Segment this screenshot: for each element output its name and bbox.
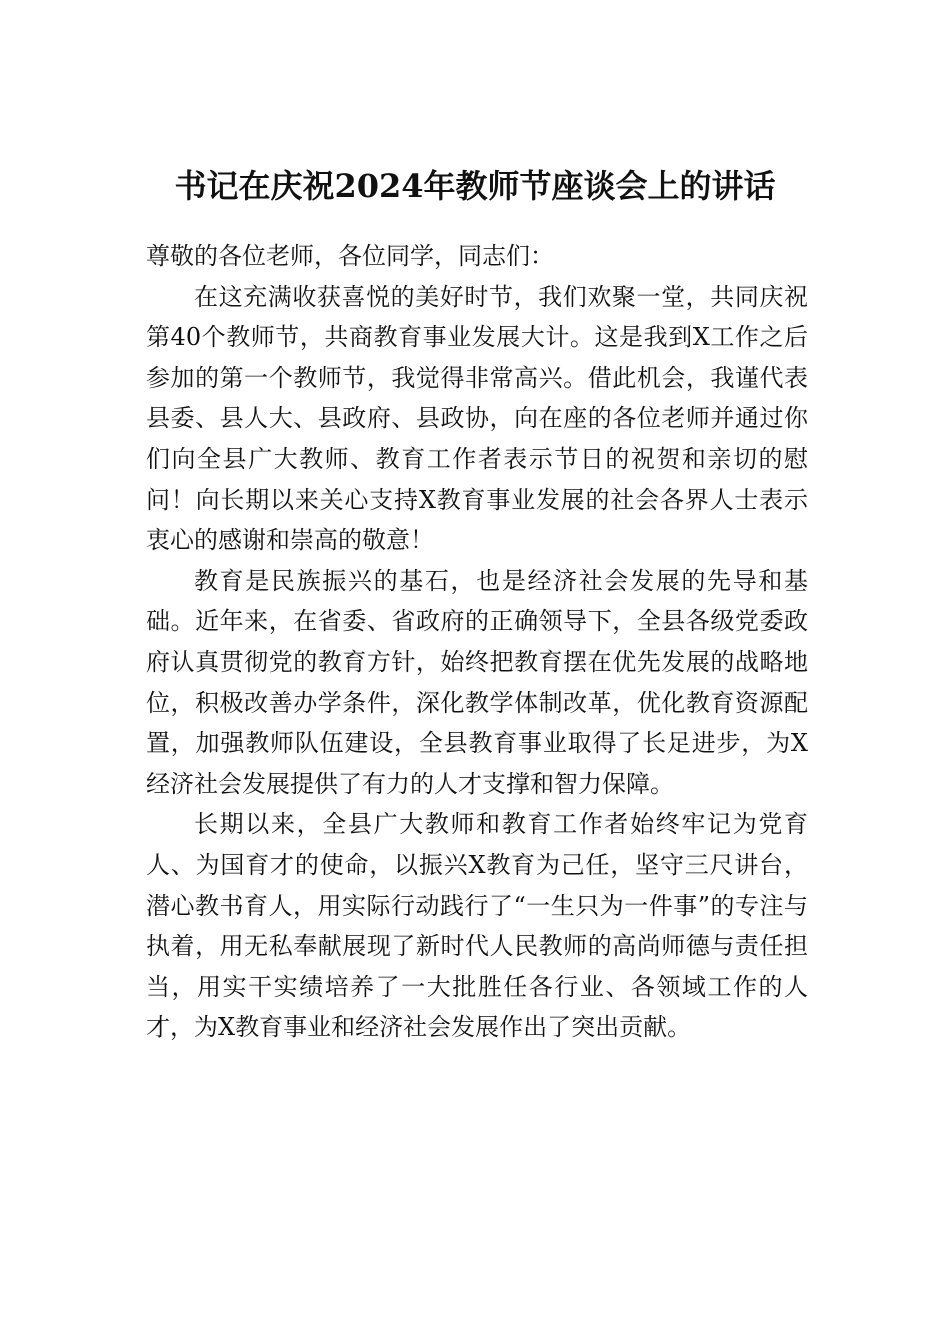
paragraph-3: 长期以来，全县广大教师和教育工作者始终牢记为党育人、为国育才的使命，以振兴X教育为己任，坚守三尺讲台，潜心教书育人，用实际行动践行了“一生只为一件事”的专注与执着，用无私奉献展现了新时代人民教师的高尚师德与责任担当，用实干实绩培养了一大批胜任各行业、各领域工作的人才，为X教育事业和经济社会发展作出了突出贡献。 (146, 810, 808, 1042)
paragraph-2: 教育是民族振兴的基石，也是经济社会发展的先导和基础。近年来，在省委、省政府的正确领导下，全县各级党委政府认真贯彻党的教育方针，始终把教育摆在优先发展的战略地位，积极改善办学条件，深化教学体制改革，优化教育资源配置，加强教师队伍建设，全县教育事业取得了长足进步，为X经济社会发展提供了有力的人才支撑和智力保障。 (146, 566, 808, 798)
salutation: 尊敬的各位老师，各位同学，同志们： (146, 242, 554, 270)
paragraph-1: 在这充满收获喜悦的美好时节，我们欢聚一堂，共同庆祝第40个教师节，共商教育事业发展大计。这是我到X工作之后参加的第一个教师节，我觉得非常高兴。借此机会，我谨代表县委、县人大、县政府、县政协，向在座的各位老师并通过你们向全县广大教师、教育工作者表示节日的祝贺和亲切的慰问！向长期以来关心支持X教育事业发展的社会各界人士表示衷心的感谢和崇高的敬意！ (146, 282, 808, 555)
document-title: 书记在庆祝2024年教师节座谈会上的讲话 (174, 167, 776, 205)
document-body (146, 236, 808, 1048)
